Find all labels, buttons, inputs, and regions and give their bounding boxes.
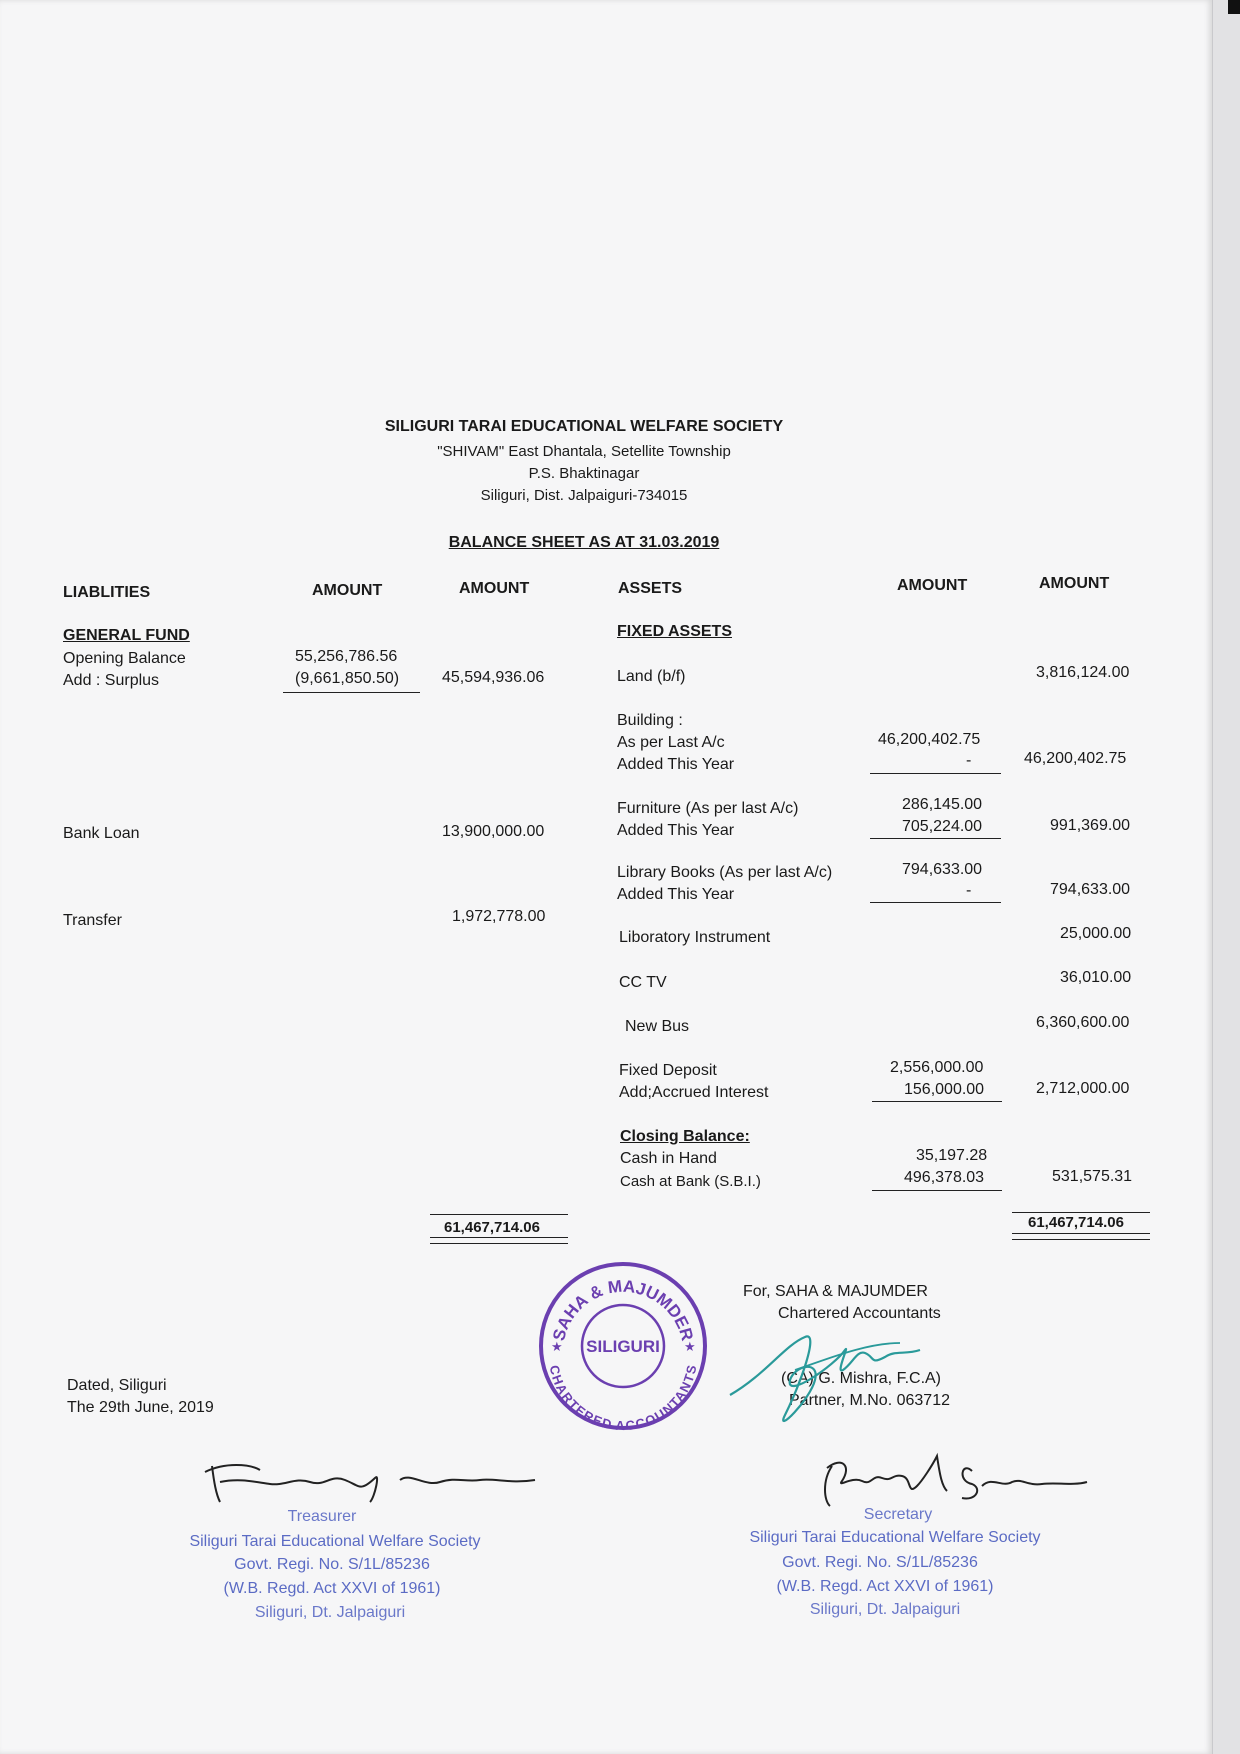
fd-value: 2,556,000.00 (890, 1059, 984, 1076)
furniture-underline (870, 838, 1001, 839)
dated-place: Dated, Siliguri (67, 1377, 167, 1394)
land-label: Land (b/f) (617, 668, 686, 685)
auditor-round-stamp (537, 1260, 709, 1432)
stamp-star-right: ★ (684, 1340, 696, 1355)
fd-label: Fixed Deposit (619, 1062, 717, 1079)
fd-total: 2,712,000.00 (1036, 1080, 1130, 1097)
opening-balance-label: Opening Balance (63, 650, 186, 667)
library-last-value: 794,633.00 (902, 861, 983, 878)
surplus-value: (9,661,850.50) (295, 670, 400, 687)
page-edge (1212, 0, 1240, 1754)
treasurer-title: Treasurer (287, 1508, 357, 1525)
lab-label: Liboratory Instrument (619, 929, 771, 946)
auditor-membership: Partner, M.No. 063712 (789, 1392, 950, 1409)
treasurer-seal-line-1: Siliguri Tarai Educational Welfare Society (189, 1533, 481, 1550)
building-label: Building : (617, 712, 683, 729)
bank-loan-label: Bank Loan (63, 825, 140, 842)
furniture-last-value: 286,145.00 (902, 796, 983, 813)
furniture-label: Furniture (As per last A/c) (617, 800, 799, 817)
fd-interest-value: 156,000.00 (904, 1081, 985, 1098)
general-fund-total: 45,594,936.06 (442, 669, 545, 686)
liabilities-total: 61,467,714.06 (444, 1219, 540, 1236)
secretary-signature (812, 1446, 1092, 1516)
assets-total-double-underline (1012, 1233, 1150, 1240)
header-assets: ASSETS (618, 580, 683, 597)
svg-text:SAHA & MAJUMDER (549, 1277, 697, 1343)
sheet-title: BALANCE SHEET AS AT 31.03.2019 (448, 534, 720, 551)
library-underline (870, 902, 1001, 903)
cash-hand-value: 35,197.28 (916, 1147, 988, 1164)
liabilities-total-double-underline (430, 1237, 568, 1244)
stamp-star-left: ★ (551, 1340, 563, 1355)
stamp-center-text: SILIGURI (586, 1337, 660, 1356)
secretary-seal-line-2: Govt. Regi. No. S/1L/85236 (782, 1554, 978, 1571)
land-total: 3,816,124.00 (1036, 664, 1130, 681)
closing-balance-heading: Closing Balance: (620, 1128, 750, 1145)
furniture-added-label: Added This Year (617, 822, 735, 839)
bus-label: New Bus (625, 1018, 690, 1035)
library-added-label: Added This Year (617, 886, 735, 903)
auditor-title: Chartered Accountants (778, 1305, 941, 1322)
header-amount-3: AMOUNT (897, 577, 968, 594)
closing-total: 531,575.31 (1052, 1168, 1133, 1185)
bank-loan-value: 13,900,000.00 (442, 823, 545, 840)
org-name: SILIGURI TARAI EDUCATIONAL WELFARE SOCIETY (384, 418, 784, 435)
fd-underline (872, 1101, 1002, 1102)
header-amount-4: AMOUNT (1039, 575, 1110, 592)
library-total: 794,633.00 (1050, 881, 1131, 898)
furniture-added-value: 705,224.00 (902, 818, 983, 835)
transfer-label: Transfer (63, 912, 122, 929)
closing-underline (872, 1190, 1002, 1191)
bus-total: 6,360,600.00 (1036, 1014, 1130, 1031)
fd-interest-label: Add;Accrued Interest (619, 1084, 769, 1101)
furniture-total: 991,369.00 (1050, 817, 1131, 834)
secretary-seal-line-4: Siliguri, Dt. Jalpaiguri (809, 1601, 961, 1618)
treasurer-seal-line-4: Siliguri, Dt. Jalpaiguri (254, 1604, 406, 1621)
building-added-value: - (966, 752, 972, 769)
cash-hand-label: Cash in Hand (620, 1150, 717, 1167)
secretary-seal-line-1: Siliguri Tarai Educational Welfare Society (749, 1529, 1041, 1546)
transfer-value: 1,972,778.00 (452, 908, 546, 925)
auditor-partner-name: (CA) G. Mishra, F.C.A) (781, 1370, 942, 1387)
treasurer-seal-line-2: Govt. Regi. No. S/1L/85236 (234, 1556, 430, 1573)
assets-total: 61,467,714.06 (1028, 1214, 1124, 1231)
lab-total: 25,000.00 (1060, 925, 1132, 942)
treasurer-signature (200, 1452, 540, 1512)
secretary-seal-line-3: (W.B. Regd. Act XXVI of 1961) (776, 1578, 994, 1595)
org-address-3: Siliguri, Dist. Jalpaiguri-734015 (480, 487, 688, 504)
org-address-1: "SHIVAM" East Dhantala, Setellite Township (437, 443, 731, 460)
general-fund-heading: GENERAL FUND (63, 627, 190, 644)
header-amount-2: AMOUNT (459, 580, 530, 597)
scan-edge-mark (1228, 0, 1240, 14)
stamp-top-text: SAHA & MAJUMDER (549, 1276, 697, 1343)
header-liabilities: LIABLITIES (63, 584, 151, 601)
library-label: Library Books (As per last A/c) (617, 864, 833, 881)
secretary-title: Secretary (863, 1506, 933, 1523)
building-added-label: Added This Year (617, 756, 735, 773)
cctv-label: CC TV (619, 974, 667, 991)
building-total: 46,200,402.75 (1024, 750, 1127, 767)
treasurer-seal-line-3: (W.B. Regd. Act XXVI of 1961) (223, 1580, 441, 1597)
building-last-value: 46,200,402.75 (878, 731, 981, 748)
header-amount-1: AMOUNT (312, 582, 383, 599)
liabilities-total-topline (430, 1214, 568, 1215)
stamp-bottom-text: CHARTERED ACCOUNTANTS (547, 1363, 699, 1432)
building-last-label: As per Last A/c (617, 734, 725, 751)
org-address-2: P.S. Bhaktinagar (528, 465, 640, 482)
surplus-label: Add : Surplus (63, 672, 160, 689)
building-underline (870, 773, 1001, 774)
library-added-value: - (966, 882, 972, 899)
cash-bank-value: 496,378.03 (904, 1169, 985, 1186)
svg-text:CHARTERED ACCOUNTANTS (547, 1363, 699, 1432)
cctv-total: 36,010.00 (1060, 969, 1132, 986)
surplus-underline (283, 692, 420, 693)
auditor-signature (725, 1305, 965, 1440)
cash-bank-label: Cash at Bank (S.B.I.) (620, 1173, 761, 1190)
dated-date: The 29th June, 2019 (67, 1399, 214, 1416)
auditor-firm: For, SAHA & MAJUMDER (743, 1283, 928, 1300)
opening-balance-value: 55,256,786.56 (295, 648, 398, 665)
assets-total-topline (1012, 1212, 1150, 1213)
fixed-assets-heading: FIXED ASSETS (617, 623, 732, 640)
